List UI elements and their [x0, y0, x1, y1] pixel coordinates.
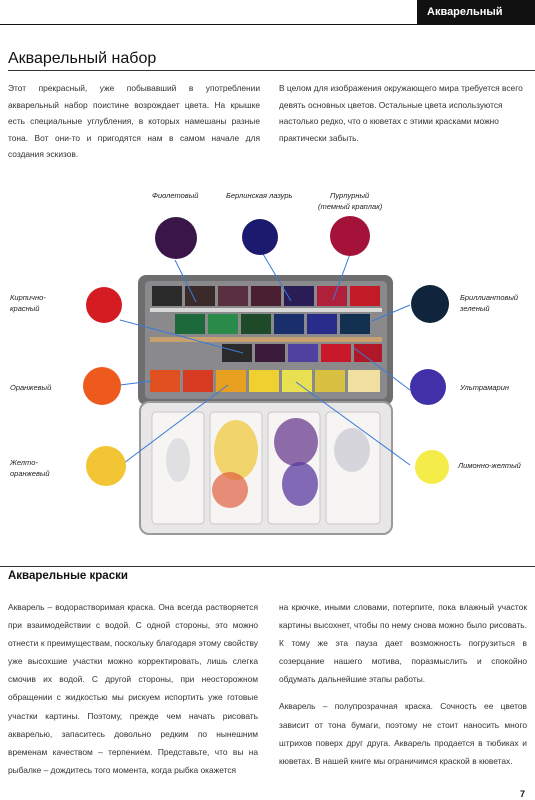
body-right-paragraph-1: на крючке, иными словами, потерпите, пока влажный участок картины высохнет, чтобы по нему снова можно было рисовать. К тому же эта пауза дает возможность погрузиться в созерцание нашего мотива, поразмыслить и спокойно обдумать дальнейшие этапы работы. [279, 602, 527, 685]
swatch-purple [330, 216, 370, 256]
label-prussian-blue: Берлинская лазурь [226, 191, 293, 200]
swatch-brilliant-green [411, 285, 449, 323]
title-rule [8, 70, 535, 71]
page-title: Акварельный набор [8, 50, 157, 67]
watercolor-set-illustration [0, 180, 535, 550]
label-brilliant-green: Бриллиантовый [460, 293, 519, 302]
label-purple: Пурпурный [330, 191, 370, 200]
section-tab: Акварельный набор [417, 0, 535, 24]
swatch-orange [83, 367, 121, 405]
section-title: Акварельные краски [8, 570, 128, 582]
label-violet: Фиолетовый [152, 191, 199, 200]
label-yellow-orange: Желто- [10, 458, 38, 467]
intro-left-paragraph: Этот прекрасный, уже побывавший в употреблении акварельный набор поистине возрождает цвета. На крышке есть специальные углубления, в которых намешаны разные тона. Вот они-то и пригодятся нам в самом начале для создания эскизов. [8, 83, 260, 159]
label-lemon-yellow: Лимонно-желтый [458, 461, 521, 470]
swatch-brick-red [86, 287, 122, 323]
pan-row-1 [152, 286, 380, 306]
body-left-column: Акварель – водорастворимая краска. Она всегда растворяется при взаимодействии с водой. С одной стороны, это можно отнести к преимуществам, поскольку благодаря этому свойству уже высохшие участки можно корректировать, лишь слегка смочив их водой. С другой стороны, при неосторожном обращении с жидкостью мы рискуем испортить уже готовые участки картины. Поэтому, прежде чем начать рисовать акварелью, запаситесь довольно редким по нынешним временам качеством – терпением. Представьте, что вы на рыбалке – дождитесь того момента, когда рыбка окажется [8, 602, 258, 775]
page-number: 7 [519, 789, 525, 799]
swatch-lemon-yellow [415, 450, 449, 484]
swatch-yellow-orange [86, 446, 126, 486]
yellow-wash [214, 420, 258, 480]
label-purple-sub: (темный краплак) [318, 202, 383, 211]
violet-wash [274, 418, 318, 466]
swatch-ultramarine [410, 369, 446, 405]
intro-right-paragraph: В целом для изображения окружающего мира требуется всего девять основных цветов. Остальные цвета используются настолько редко, что о кюветах с этими красками можно практически забыть. [279, 83, 523, 143]
pan-row-3 [222, 344, 382, 362]
section-rule [0, 566, 535, 567]
label-orange: Оранжевый [10, 383, 52, 392]
label-ultramarine: Ультрамарин [460, 383, 509, 392]
body-right-column [279, 598, 527, 779]
label-brick-red: Кирпично- [10, 293, 46, 302]
paintbox-photo [0, 180, 535, 550]
label-yellow-orange-sub: оранжевый [10, 469, 50, 478]
header-rule [0, 24, 535, 25]
body-right-paragraph-2: Акварель – полупрозрачная краска. Сочность ее цветов зависит от тона бумаги, поэтому не стоит наносить много штрихов поверх друг друга. Акварель продается в тюбиках и кюветах. В нашей книге мы ограничимся краской в кюветах. [279, 701, 527, 766]
swatch-prussian-blue [242, 219, 278, 255]
swatch-violet [155, 217, 197, 259]
label-brick-red-sub: красный [10, 304, 40, 313]
label-brilliant-green-sub: зеленый [460, 304, 490, 313]
